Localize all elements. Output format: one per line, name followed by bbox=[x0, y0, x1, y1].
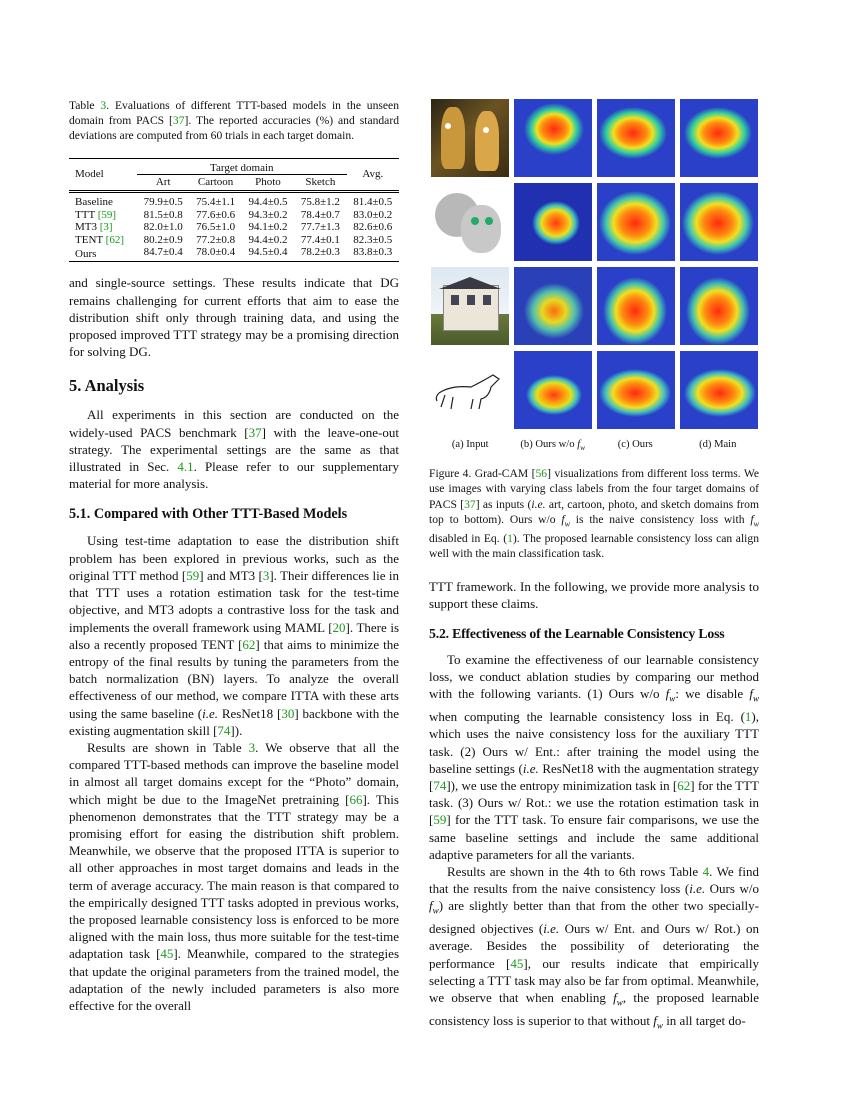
figure-art-main bbox=[680, 99, 758, 177]
figure-photo-ours bbox=[597, 267, 675, 345]
header-domain: Art bbox=[155, 176, 171, 189]
figure-sketch-main bbox=[680, 351, 758, 429]
header-target-domain: Target domain bbox=[137, 158, 347, 174]
header-avg: Avg. bbox=[362, 168, 384, 181]
equation-ref[interactable]: 1 bbox=[744, 709, 752, 725]
subcaption-ours: (c) Ours bbox=[617, 439, 653, 450]
accuracy-value: 82.0±1.0 bbox=[143, 221, 183, 234]
accuracy-value: 77.6±0.6 bbox=[196, 208, 236, 221]
paragraph-intro: and single-source settings. These results indicate that DG remains challenging for current efforts that aim to ease the distribution shift only through training data, and using the proposed improved TTT strategy may be a promising direction for solving DG. bbox=[69, 275, 399, 360]
table-row bbox=[69, 246, 399, 262]
citation[interactable]: 30 bbox=[281, 705, 295, 721]
accuracy-value: 77.7±1.3 bbox=[300, 221, 340, 234]
accuracy-value: 78.2±0.3 bbox=[300, 246, 340, 259]
accuracy-value: 94.1±0.2 bbox=[248, 221, 288, 234]
citation[interactable]: [3] bbox=[97, 221, 113, 234]
paragraph-5-1-b: Results are shown in Table 3. We observe that all the compared TTT-based methods can improve the baseline model in almost all target domains except for the “Photo” domain, which might be due to the ImageNet pretraining [66]. This phenomenon demonstrates that the TTT strategy may be a promising effort for easing the distribution shift problem. Meanwhile, we observe that the proposed ITTA is superior to all other approaches in most target domains and leads in the term of average accuracy. The main reason is that compared to the empirically designed TTT tasks adopted in previous works, the proposed learnable consistency loss is enforced to be more aligned with the main loss, thus more suitable for the test-time adaptation task [45]. Meanwhile, compared to the strategies that update the original parameters from the trained model, the adaptation of the newly included parameters is also more effective for the overall bbox=[69, 739, 399, 1013]
figure-subcaptions bbox=[429, 439, 759, 452]
section-title-analysis: 5. Analysis bbox=[69, 376, 145, 396]
paragraph-5-2-b: Results are shown in the 4th to 6th rows Table 4. We find that the results from the naive consistency loss (i.e. Ours w/o $f_w$) are slightly better than that from the other two specially-designed objectives (i.e. Ours w/ Ent. and Ours w/ Rot.) on average. Besides the possibility of deteriorating the performance [45], our results indicate that empirically selecting a TTT task may also be far from optimal. Meanwhile, we observe that when enabling $f_w$, the proposed learnable consistency loss is superior to that without $f_w$ in all target do- bbox=[429, 864, 760, 1031]
citation[interactable]: 74 bbox=[217, 722, 231, 738]
accuracy-value: 76.5±1.0 bbox=[196, 221, 236, 234]
header-domain: Cartoon bbox=[197, 176, 234, 189]
accuracy-value: 94.4±0.2 bbox=[248, 233, 288, 246]
model-name: TENT [62] bbox=[75, 233, 124, 246]
citation[interactable]: 20 bbox=[332, 619, 346, 635]
accuracy-value: 78.4±0.7 bbox=[300, 208, 340, 221]
citation[interactable]: 59 bbox=[433, 812, 447, 828]
citation[interactable]: [62] bbox=[102, 233, 124, 246]
table3 bbox=[69, 158, 399, 263]
table-ref[interactable]: 3 bbox=[100, 99, 107, 112]
accuracy-value: 75.8±1.2 bbox=[300, 196, 340, 209]
accuracy-value: 79.9±0.5 bbox=[143, 196, 183, 209]
figure-cartoon-ours-wo-fw bbox=[514, 183, 592, 261]
citation[interactable]: 45 bbox=[510, 955, 524, 971]
accuracy-value: 75.4±1.1 bbox=[196, 196, 236, 209]
table-row bbox=[69, 192, 399, 209]
accuracy-value: 77.2±0.8 bbox=[196, 233, 236, 246]
accuracy-value: 80.2±0.9 bbox=[143, 233, 183, 246]
table-ref[interactable]: 4 bbox=[702, 864, 710, 880]
figure-cartoon-input bbox=[431, 183, 509, 261]
table-row bbox=[69, 209, 399, 221]
table3-body bbox=[69, 192, 399, 262]
citation[interactable]: 62 bbox=[242, 636, 256, 652]
section-title-5-2: 5.2. Effectiveness of the Learnable Consistency Loss bbox=[429, 626, 725, 642]
avg-value: 82.3±0.5 bbox=[353, 233, 393, 246]
model-name: MT3 [3] bbox=[75, 221, 113, 234]
accuracy-value: 77.4±0.1 bbox=[300, 233, 340, 246]
table3-caption: Table 3. Evaluations of different TTT-based models in the unseen domain from PACS [37]. The reported accuracies (%) and standard deviations are computed from 60 trials in each target domain. bbox=[69, 99, 399, 143]
model-name: Ours bbox=[75, 247, 97, 260]
paragraph-5-2-a: To examine the effectiveness of our learnable consistency loss, we conduct ablation studies by comparing our method with the following variants. (1) Ours w/o $f_w$: we disable $f_w$ when computing the learnable consistency loss in Eq. (1), which uses the naive consistency loss for the auxiliary TTT task. (2) Ours w/ Ent.: after training the model using the baseline settings (i.e. ResNet18 with the augmentation strategy [74]), we use the entropy minimization task in [62] for the TTT task. (3) Ours w/ Rot.: we use the rotation estimation task in [59] for the TTT task. To ensure fair comparisons, we use the same baseline settings and include the same additional adaptive parameters for all the variants. bbox=[429, 652, 760, 862]
right-column bbox=[429, 99, 759, 1035]
accuracy-value: 81.5±0.8 bbox=[143, 208, 183, 221]
avg-value: 82.6±0.6 bbox=[353, 221, 393, 234]
equation-ref[interactable]: 1 bbox=[507, 532, 513, 546]
citation[interactable]: 3 bbox=[262, 567, 270, 583]
table-row bbox=[69, 234, 399, 246]
left-column bbox=[69, 96, 399, 1014]
figure-cartoon-main bbox=[680, 183, 758, 261]
figure-art-input bbox=[431, 99, 509, 177]
citation[interactable]: 37 bbox=[464, 497, 476, 511]
paragraph-5-1-a: Using test-time adaptation to ease the distribution shift problem has been explored in previous works, such as the original TTT method [59] and MT3 [3]. Their differences lie in that TTT uses a rotation estimation task for the test-time objective, and MT3 adopts a contrastive loss for the task and implements the overall framework using MAML [20]. There is also a recently proposed TENT [62] that aims to minimize the entropy of the final results by tuning the parameters from the batch normalization (BN) layers. To analyze the overall effectiveness of our method, we compare ITTA with these arts using the same baseline (i.e. ResNet18 [30] backbone with the existing augmentation skill [74]). bbox=[69, 533, 400, 738]
figure4-caption: Figure 4. Grad-CAM [56] visualizations from different loss terms. We use images with varying class labels from the four target domains of PACS [37] as inputs (i.e. art, cartoon, photo, and sketch domains from top to bottom). Ours w/o $f_w$ is the naive consistency loss with $f_w$ disabled in Eq. (1). The proposed learnable consistency loss can align well with the main classification task. bbox=[429, 467, 759, 561]
figure-photo-ours-wo-fw bbox=[514, 267, 592, 345]
section-title-5-1: 5.1. Compared with Other TTT-Based Models bbox=[69, 506, 348, 523]
paragraph-ttt-framework: TTT framework. In the following, we provide more analysis to support these claims. bbox=[429, 578, 759, 611]
subcaption-input: (a) Input bbox=[451, 439, 489, 450]
header-domain: Sketch bbox=[305, 176, 336, 189]
gradcam-figure bbox=[431, 99, 759, 429]
header-domain: Photo bbox=[255, 176, 281, 189]
citation[interactable]: 59 bbox=[186, 567, 200, 583]
table-ref[interactable]: 3 bbox=[248, 739, 256, 755]
citation[interactable]: 66 bbox=[349, 791, 363, 807]
figure-art-ours bbox=[597, 99, 675, 177]
accuracy-value: 94.3±0.2 bbox=[248, 208, 288, 221]
citation[interactable]: 56 bbox=[535, 467, 548, 481]
citation[interactable]: 45 bbox=[160, 946, 174, 962]
section-ref[interactable]: 4.1 bbox=[177, 459, 194, 475]
figure-sketch-input bbox=[431, 351, 509, 429]
figure-sketch-ours-wo-fw bbox=[514, 351, 592, 429]
horse-sketch-icon bbox=[431, 351, 509, 429]
figure-photo-main bbox=[680, 267, 758, 345]
avg-value: 81.4±0.5 bbox=[353, 196, 393, 209]
avg-value: 83.0±0.2 bbox=[353, 208, 393, 221]
avg-value: 83.8±0.3 bbox=[353, 246, 393, 259]
citation[interactable]: [59] bbox=[94, 208, 117, 221]
accuracy-value: 78.0±0.4 bbox=[196, 246, 236, 259]
accuracy-value: 94.4±0.5 bbox=[248, 196, 288, 209]
citation[interactable]: 74 bbox=[433, 778, 447, 794]
table-row bbox=[69, 221, 399, 233]
model-name: Baseline bbox=[75, 196, 113, 209]
subcaption-ours-wo-fw: (b) Ours w/o $f_w$ bbox=[520, 439, 586, 453]
header-model: Model bbox=[75, 168, 104, 181]
figure-cartoon-ours bbox=[597, 183, 675, 261]
citation[interactable]: 62 bbox=[677, 778, 691, 794]
figure-photo-input bbox=[431, 267, 509, 345]
model-name: TTT [59] bbox=[75, 208, 117, 221]
accuracy-value: 94.5±0.4 bbox=[248, 246, 288, 259]
paragraph-analysis: All experiments in this section are conducted on the widely-used PACS benchmark [37] with the leave-one-out strategy. The experimental settings are the same as that illustrated in Sec. 4.1. Please refer to our supplementary material for more analysis. bbox=[69, 407, 399, 492]
citation[interactable]: 37 bbox=[172, 114, 185, 128]
subcaption-main: (d) Main bbox=[699, 439, 737, 450]
citation[interactable]: 37 bbox=[248, 424, 262, 440]
figure-art-ours-wo-fw bbox=[514, 99, 592, 177]
figure-sketch-ours bbox=[597, 351, 675, 429]
accuracy-value: 84.7±0.4 bbox=[143, 246, 183, 259]
